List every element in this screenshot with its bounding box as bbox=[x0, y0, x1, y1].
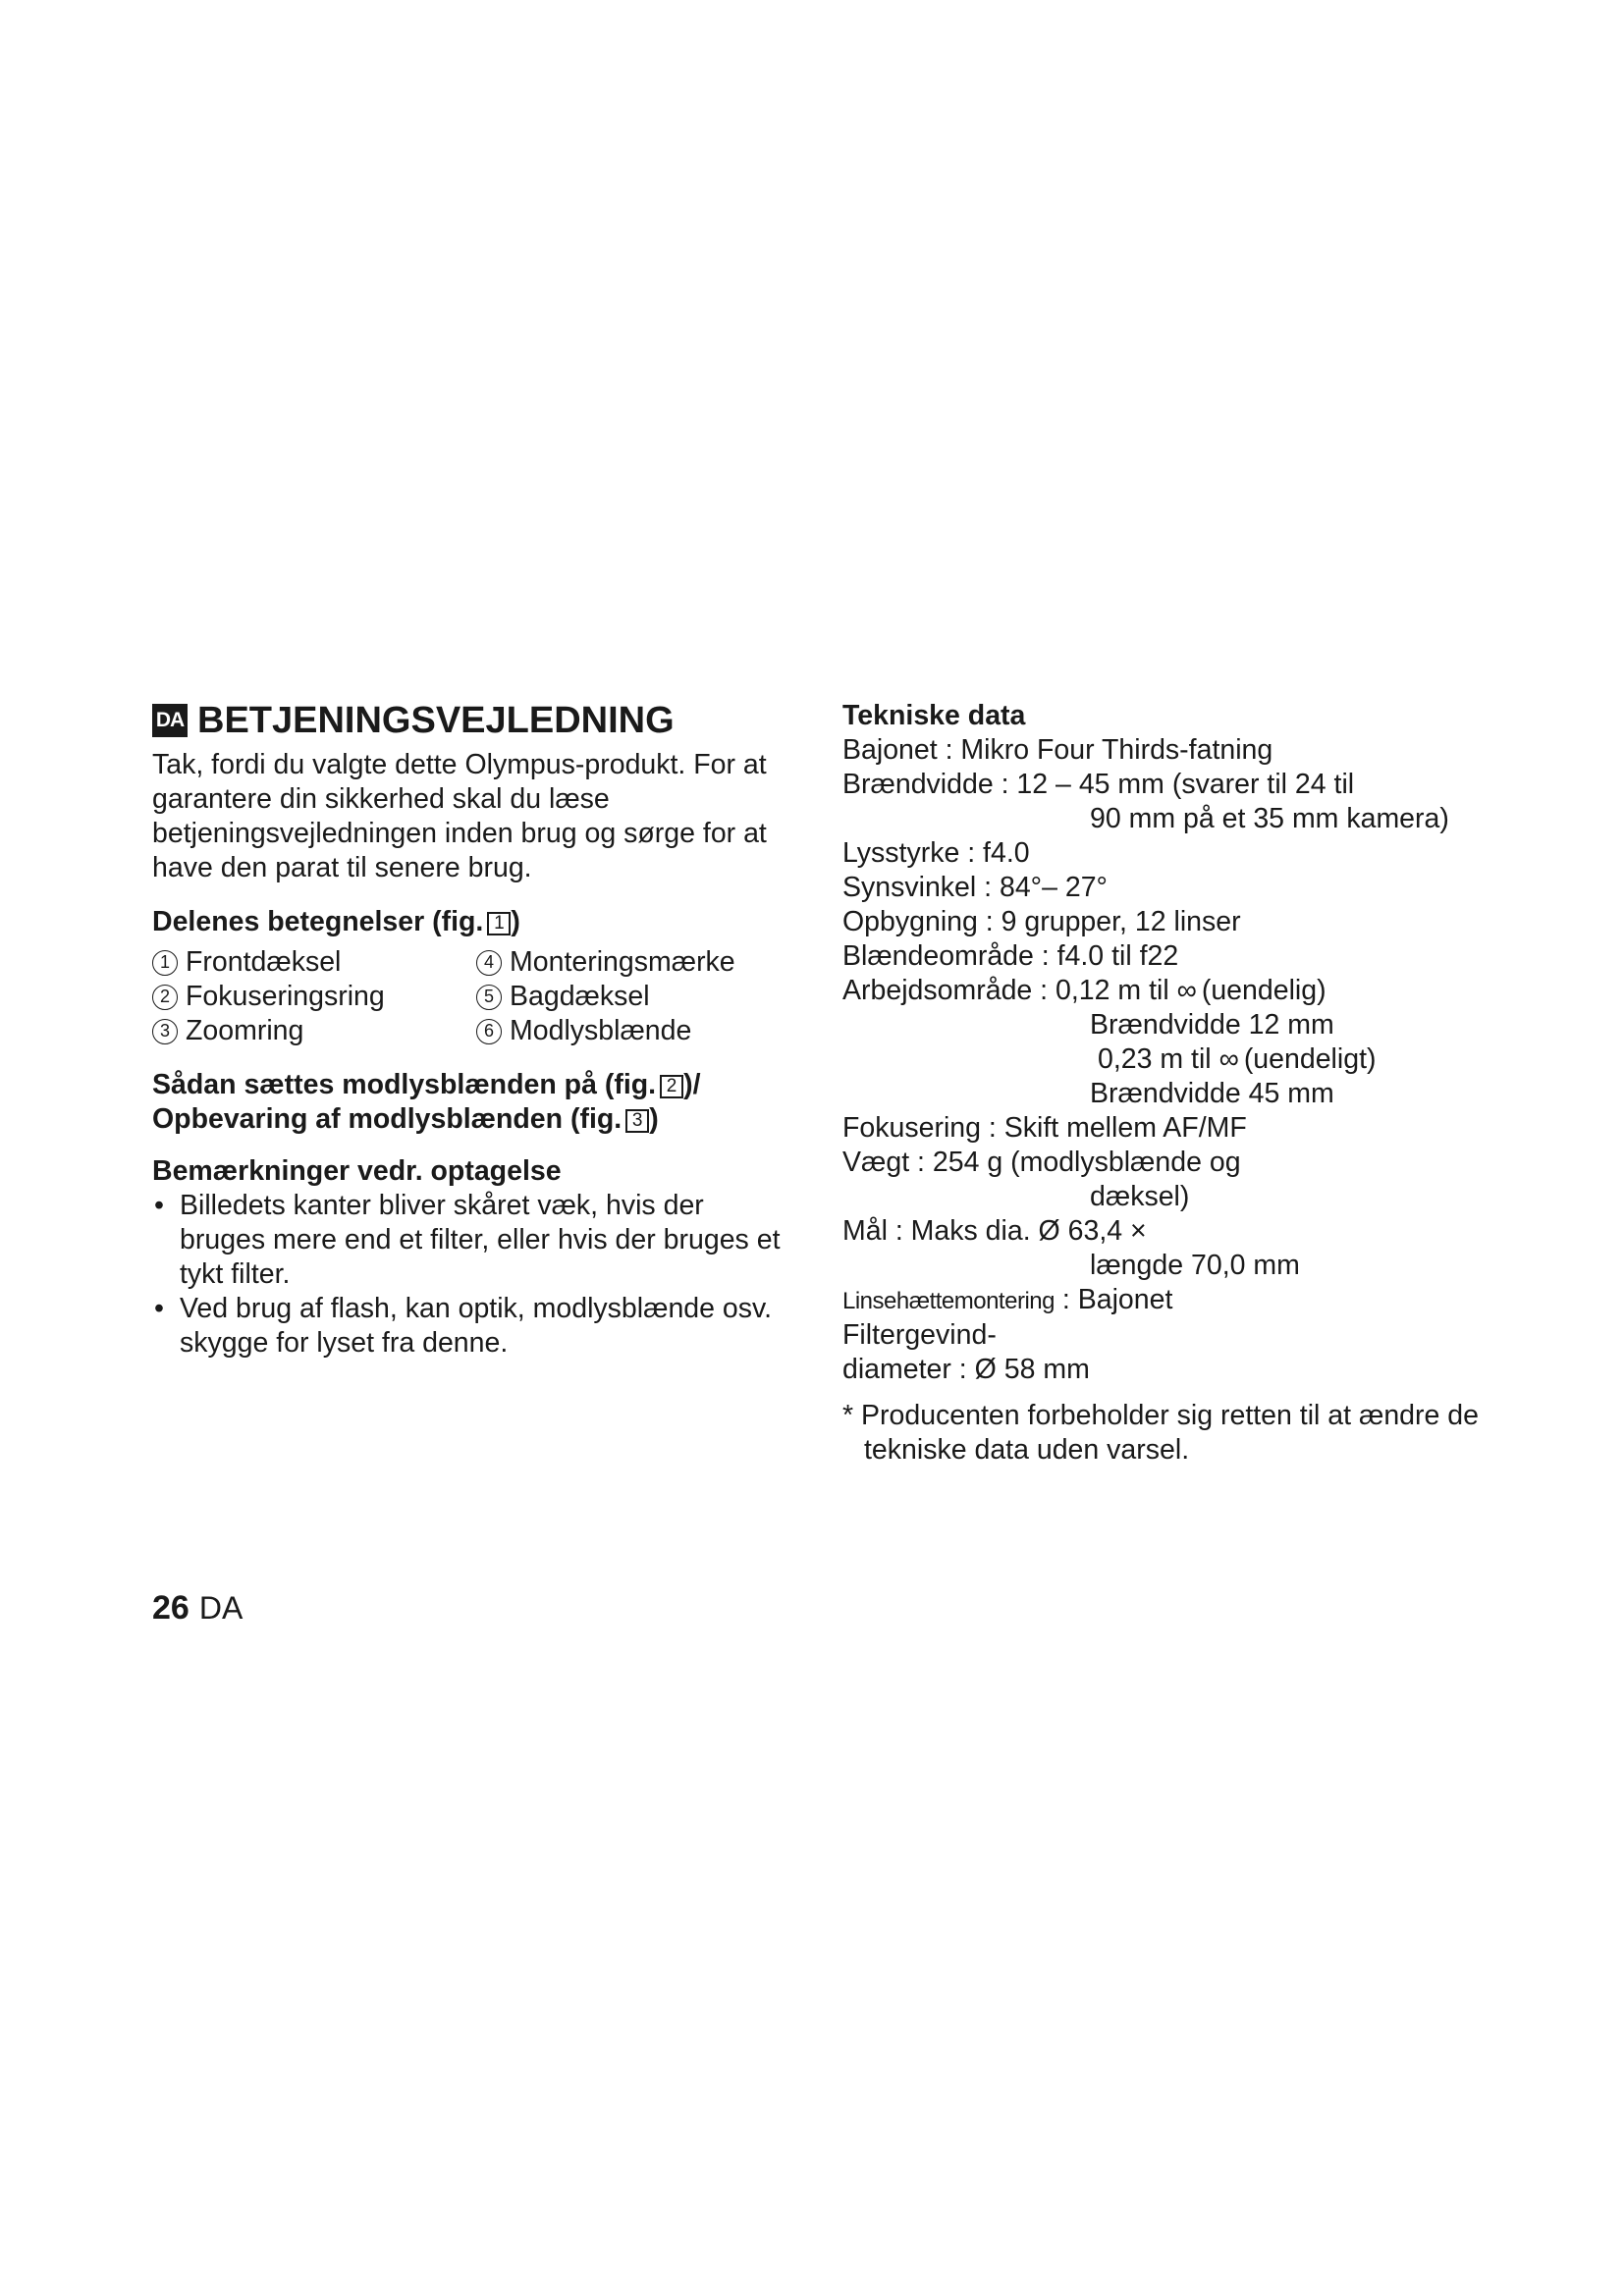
spec-focal-length: Brændvidde : 12 – 45 mm (svarer til 24 til bbox=[842, 769, 1355, 800]
spec-weight: Vægt : 254 g (modlysblænde og bbox=[842, 1147, 1241, 1178]
language-badge: DA bbox=[152, 704, 188, 737]
spec-filter-diameter: diameter : Ø 58 mm bbox=[842, 1354, 1090, 1385]
part-number: 1 bbox=[152, 950, 178, 976]
spec-dimensions-cont: længde 70,0 mm bbox=[1090, 1250, 1300, 1281]
spec-filter-label: Filtergevind- bbox=[842, 1319, 997, 1351]
spec-working-range-45: 0,23 m til ∞ (uendeligt) bbox=[1098, 1043, 1377, 1075]
footnote: * Producenten forbeholder sig retten til at ændre de tekniske data uden varsel. bbox=[842, 1400, 1479, 1466]
parts-heading: Delenes betegnelser (fig. 1 ) bbox=[152, 906, 520, 937]
tech-data-heading: Tekniske data bbox=[842, 700, 1026, 731]
title-text: BETJENINGSVEJLEDNING bbox=[197, 700, 675, 741]
fig-3-box: 3 bbox=[625, 1109, 649, 1133]
spec-mount: Bajonet : Mikro Four Thirds-fatning bbox=[842, 734, 1273, 766]
part-item: 5 Bagdæksel bbox=[476, 980, 790, 1014]
list-item: • Billedets kanter bliver skåret væk, hvis der bruges mere end et filter, eller hvis der bruges et tykt filter. bbox=[154, 1190, 781, 1290]
spec-aperture-range: Blændeområde : f4.0 til f22 bbox=[842, 940, 1179, 972]
part-item: 3 Zoomring bbox=[152, 1014, 476, 1048]
part-number: 4 bbox=[476, 950, 502, 976]
spec-working-range: Arbejdsområde : 0,12 m til ∞ (uendelig) bbox=[842, 975, 1326, 1006]
spec-angle-of-view: Synsvinkel : 84°– 27° bbox=[842, 872, 1108, 903]
part-item: 6 Modlysblænde bbox=[476, 1014, 790, 1048]
spec-construction: Opbygning : 9 grupper, 12 linser bbox=[842, 906, 1241, 937]
spec-weight-cont: dæksel) bbox=[1090, 1181, 1190, 1212]
infinity-icon: ∞ bbox=[1218, 1043, 1236, 1075]
spec-focal-length-cont: 90 mm på et 35 mm kamera) bbox=[1090, 803, 1449, 834]
page-number: 26 DA bbox=[152, 1589, 244, 1627]
spec-aperture: Lysstyrke : f4.0 bbox=[842, 837, 1030, 869]
spec-dimensions: Mål : Maks dia. Ø 63,4 × bbox=[842, 1215, 1147, 1247]
spec-working-range-cont: Brændvidde 45 mm bbox=[1090, 1078, 1334, 1109]
spec-focusing: Fokusering : Skift mellem AF/MF bbox=[842, 1112, 1247, 1144]
part-item: 2 Fokuseringsring bbox=[152, 980, 476, 1014]
bullet: • bbox=[154, 1293, 164, 1324]
left-column bbox=[152, 699, 795, 1361]
part-number: 2 bbox=[152, 985, 178, 1010]
spec-hood-mount: Linsehættemontering : Bajonet bbox=[842, 1284, 1173, 1315]
part-number: 3 bbox=[152, 1019, 178, 1044]
fig-2-box: 2 bbox=[660, 1075, 683, 1098]
spec-working-range-cont: Brændvidde 12 mm bbox=[1090, 1009, 1334, 1041]
parts-list bbox=[152, 945, 795, 1048]
intro-paragraph: Tak, fordi du valgte dette Olympus-produkt. For at garantere din sikkerhed skal du læse betjeningsvejledningen inden brug og sørge for at have den parat til senere brug. bbox=[152, 749, 767, 883]
notes-list bbox=[152, 1189, 795, 1361]
fig-1-box: 1 bbox=[487, 912, 511, 935]
manual-title bbox=[152, 699, 795, 742]
hood-storage-heading: Opbevaring af modlysblænden (fig. 3 ) bbox=[152, 1103, 659, 1135]
part-number: 5 bbox=[476, 985, 502, 1010]
list-item: • Ved brug af flash, kan optik, modlysblænde osv. skygge for lyset fra denne. bbox=[154, 1293, 773, 1359]
infinity-icon: ∞ bbox=[1176, 975, 1194, 1006]
part-number: 6 bbox=[476, 1019, 502, 1044]
part-item: 1 Frontdæksel bbox=[152, 945, 476, 980]
right-column bbox=[842, 699, 1481, 1496]
part-item: 4 Monteringsmærke bbox=[476, 945, 790, 980]
notes-heading: Bemærkninger vedr. optagelse bbox=[152, 1155, 562, 1187]
hood-attach-heading: Sådan sættes modlysblænden på (fig. 2 )/ bbox=[152, 1069, 701, 1100]
bullet: • bbox=[154, 1190, 164, 1221]
